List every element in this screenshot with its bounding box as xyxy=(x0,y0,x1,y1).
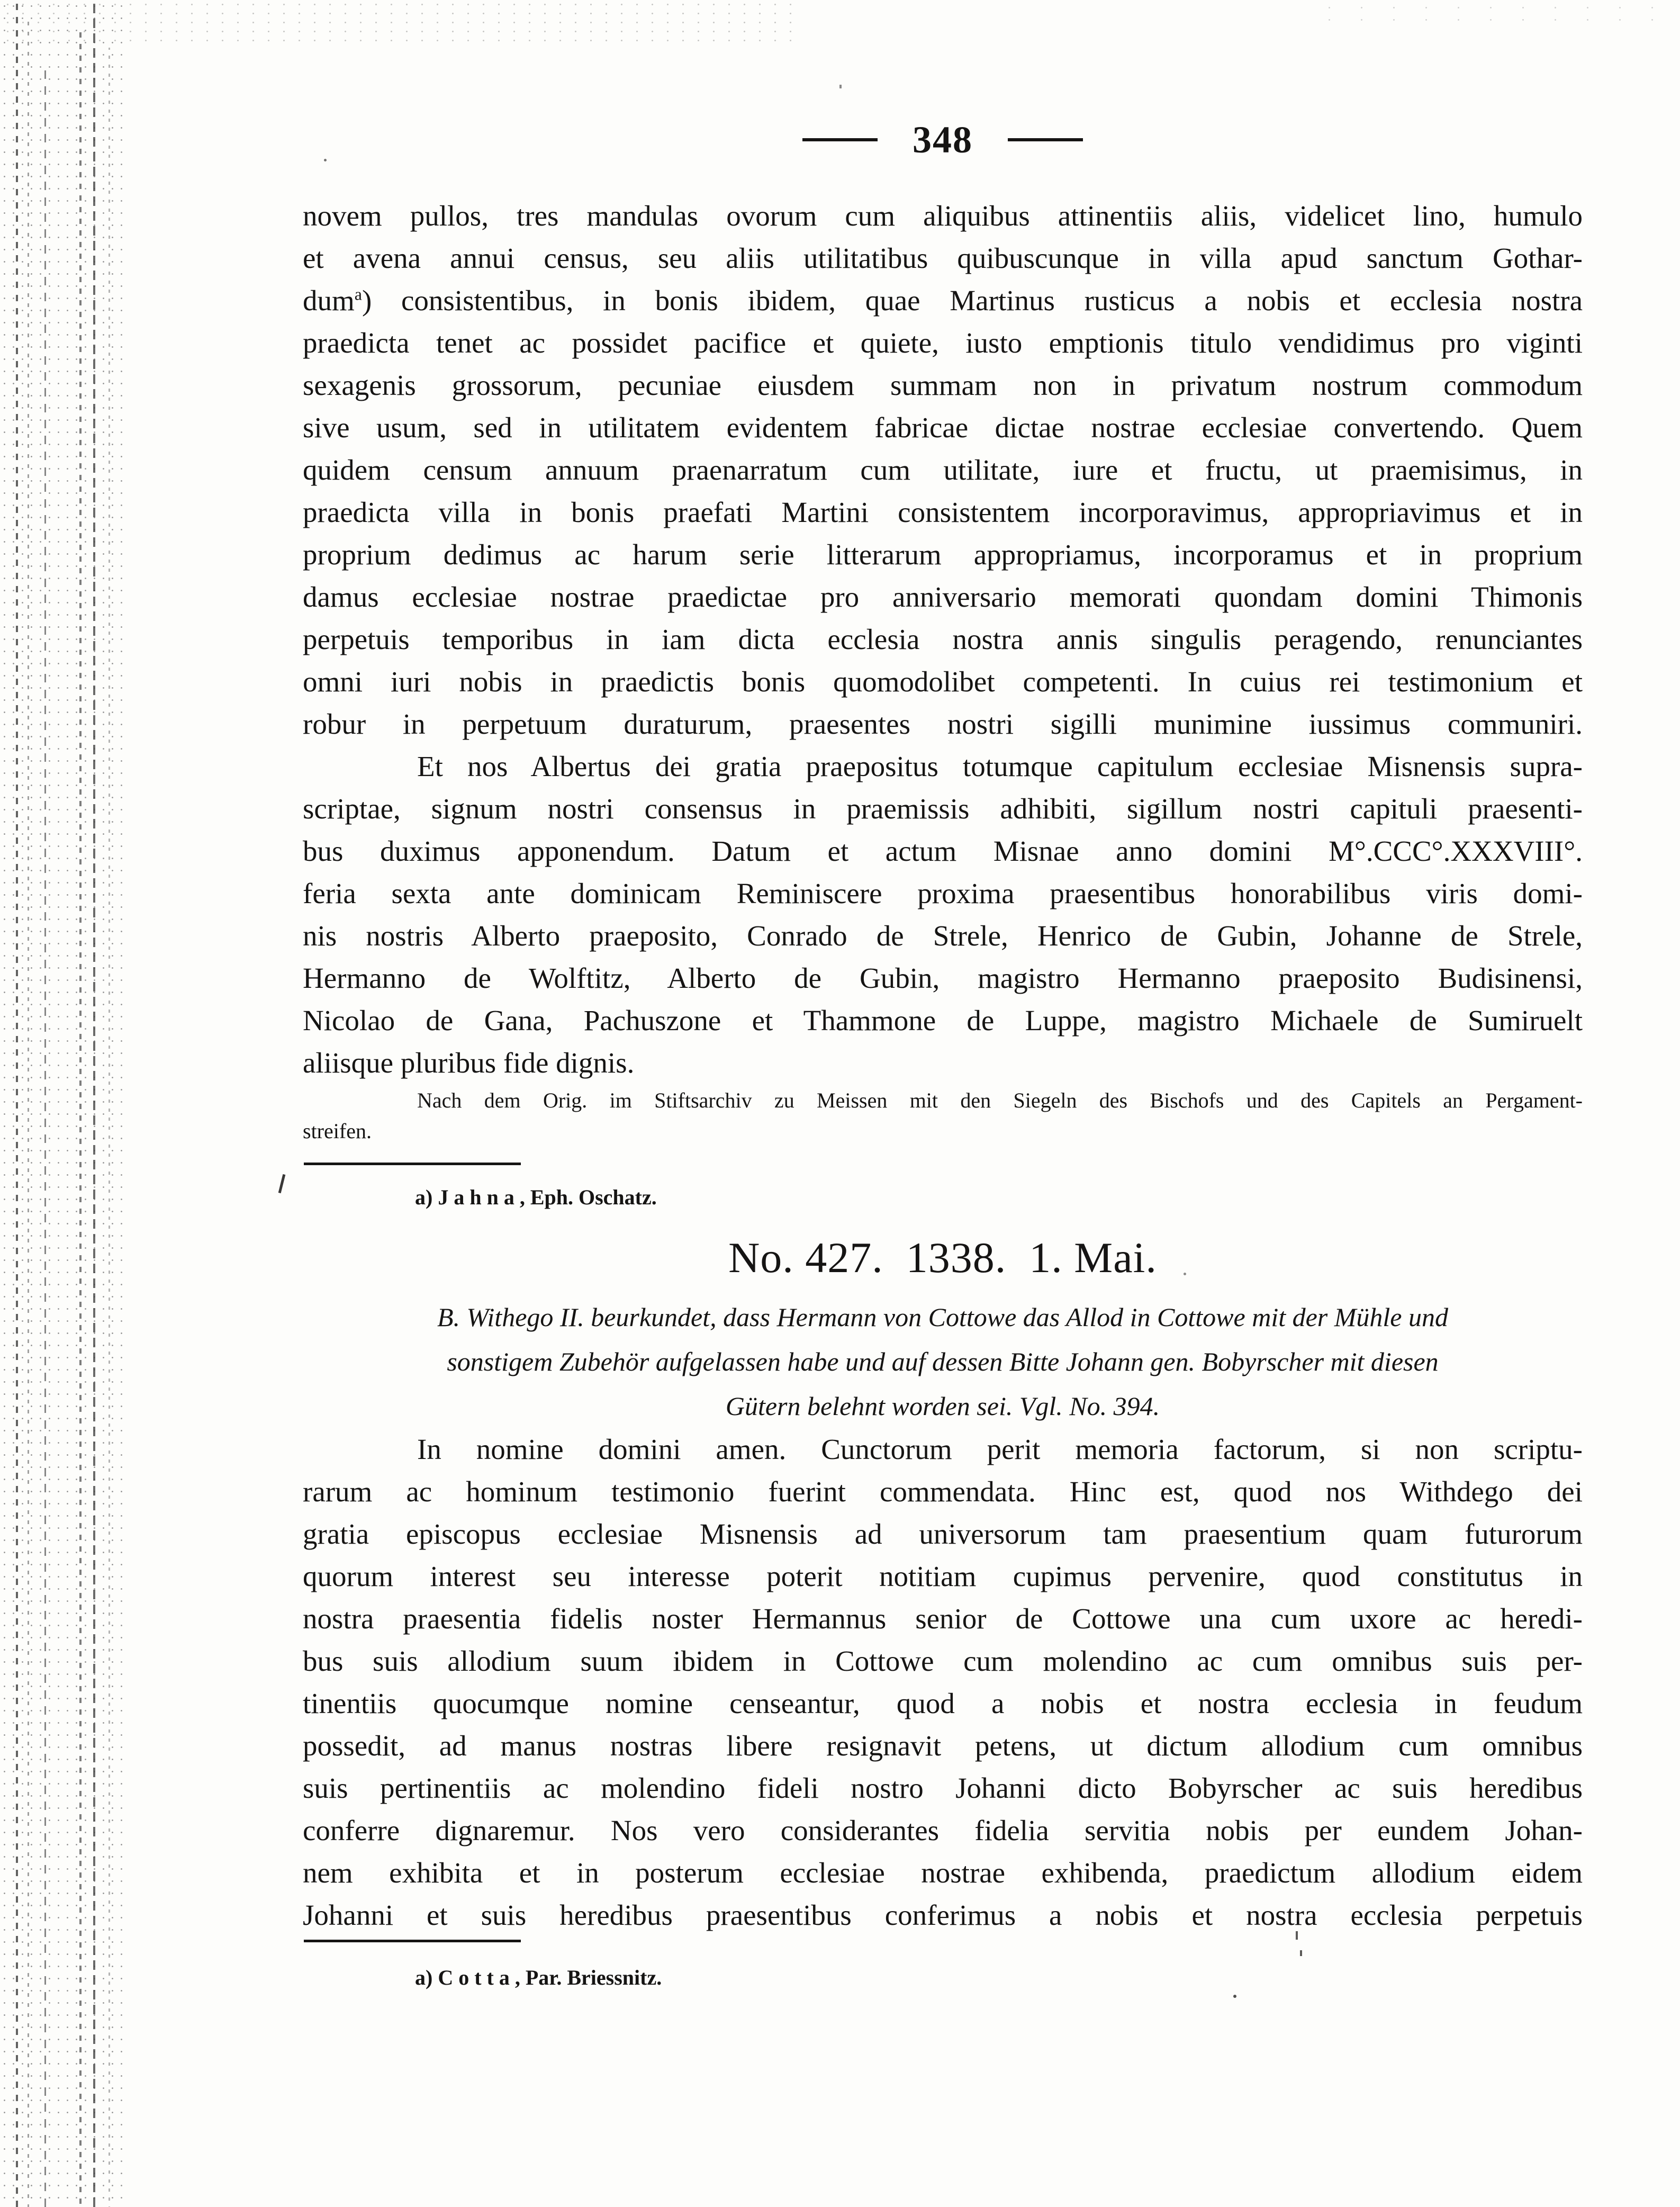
text-line: praedicta tenet ac possidet pacifice et quiete, iusto emptionis titulo vendidimus pro viginti xyxy=(303,327,1583,359)
doc-426-body-text xyxy=(303,195,1583,1084)
doc-427-footnote xyxy=(303,1964,1583,1992)
text-line: bus suis allodium suum ibidem in Cottowe cum molendino ac cum omnibus suis per- xyxy=(303,1645,1583,1677)
text-line: B. Withego II. beurkundet, dass Hermann von Cottowe das Allod in Cottowe mit der Mühle und xyxy=(437,1302,1448,1332)
text-line: conferre dignaremur. Nos vero considerantes fidelia servitia nobis per eundem Johan- xyxy=(303,1814,1583,1846)
text-line: nis nostris Alberto praeposito, Conrado de Strele, Henrico de Gubin, Johanne de Strele, xyxy=(303,920,1583,952)
text-line: In nomine domini amen. Cunctorum perit memoria factorum, si non scriptu- xyxy=(417,1433,1583,1465)
text-line: bus duximus apponendum. Datum et actum Misnae anno domini M°.CCC°.XXXVIII°. xyxy=(303,835,1583,867)
text-line: suis pertinentiis ac molendino fideli nostro Johanni dicto Bobyrscher ac suis heredibus xyxy=(303,1772,1583,1804)
text-line: streifen. xyxy=(303,1119,372,1143)
text-line: et avena annui census, seu aliis utilitatibus quibuscunque in villa apud sanctum Gothar- xyxy=(303,242,1583,274)
text-line: quorum interest seu interesse poterit notitiam cupimus pervenire, quod constitutus in xyxy=(303,1560,1583,1592)
text-line: proprium dedimus ac harum serie litterarum appropriamus, incorporamus et in proprium xyxy=(303,538,1583,571)
footnote-name: Jahna xyxy=(438,1185,520,1209)
text-line: sexagenis grossorum, pecuniae eiusdem summam non in privatum nostrum commodum xyxy=(303,369,1583,401)
text-line: robur in perpetuum duraturum, praesentes nostri sigilli munimine iussimus communiri. xyxy=(303,708,1583,740)
doc-427-heading: No. 427. 1338. 1. Mai. xyxy=(728,1233,1157,1282)
text-line: nostra praesentia fidelis noster Hermannus senior de Cottowe una cum uxore ac heredi- xyxy=(303,1602,1583,1635)
footnote-name: Cotta xyxy=(438,1966,515,1989)
doc-427-regest xyxy=(303,1295,1583,1428)
scan-artifact-mark xyxy=(278,1174,286,1193)
scan-noise-left xyxy=(0,0,127,2207)
text-line: feria sexta ante dominicam Reminiscere proxima praesentibus honorabilibus viris domi- xyxy=(303,877,1583,909)
text-line: possedit, ad manus nostras libere resignavit petens, ut dictum allodium cum omnibus xyxy=(303,1729,1583,1762)
footnote-separator-rule xyxy=(304,1940,521,1942)
text-line: Nach dem Orig. im Stiftsarchiv zu Meissen mit den Siegeln des Bischofs und des Capitels an Pergament- xyxy=(417,1088,1583,1112)
text-line: Nicolao de Gana, Pachuszone et Thammone de Luppe, magistro Michaele de Sumiruelt xyxy=(303,1004,1583,1037)
text-line: quidem censum annuum praenarratum cum utilitate, iure et fructu, ut praemisimus, in xyxy=(303,454,1583,486)
text-line: aliisque pluribus fide dignis. xyxy=(303,1047,635,1079)
text-line: damus ecclesiae nostrae praedictae pro anniversario memorati quondam domini Thimonis xyxy=(303,581,1583,613)
text-line: perpetuis temporibus in iam dicta ecclesia nostra annis singulis peragendo, renunciantes xyxy=(303,623,1583,655)
text-line: omni iuri nobis in praedictis bonis quomodolibet competenti. In cuius rei testimonium et xyxy=(303,665,1583,698)
text-line: Johanni et suis heredibus praesentibus conferimus a nobis et nostra ecclesia perpetuis xyxy=(303,1899,1583,1931)
text-line: scriptae, signum nostri consensus in praemissis adhibiti, sigillum nostri capituli praesenti- xyxy=(303,792,1583,825)
text-column xyxy=(303,0,1583,2207)
doc-426-source-note xyxy=(303,1085,1583,1147)
page-number: 348 xyxy=(913,119,973,161)
text-line: novem pullos, tres mandulas ovorum cum aliquibus attinentiis aliis, videlicet lino, humulo xyxy=(303,200,1583,232)
doc-427-body-text xyxy=(303,1428,1583,1936)
text-line: Gütern belehnt worden sei. Vgl. No. 394. xyxy=(725,1391,1160,1421)
footnote-text: , Par. Briessnitz. xyxy=(514,1966,662,1989)
text-line: sive usum, sed in utilitatem evidentem fabricae dictae nostrae ecclesiae convertendo. Quem xyxy=(303,411,1583,444)
text-line: gratia episcopus ecclesiae Misnensis ad universorum tam praesentium quam futurorum xyxy=(303,1518,1583,1550)
text-line: tinentiis quocumque nomine censeantur, quod a nobis et nostra ecclesia in feudum xyxy=(303,1687,1583,1719)
text-line: Hermanno de Wolftitz, Alberto de Gubin, magistro Hermanno praeposito Budisinensi, xyxy=(303,962,1583,994)
footnote-separator-rule xyxy=(304,1163,521,1165)
text-line: praedicta villa in bonis praefati Martini consistentem incorporavimus, appropriavimus et in xyxy=(303,496,1583,528)
doc-426-footnote xyxy=(303,1184,1583,1211)
footnote-marker: a) xyxy=(415,1185,433,1209)
text-line: sonstigem Zubehör aufgelassen habe und auf dessen Bitte Johann gen. Bobyrscher mit diesen xyxy=(447,1347,1439,1376)
text-line: nem exhibita et in posterum ecclesiae nostrae exhibenda, praedictum allodium eidem xyxy=(303,1857,1583,1889)
text-line: Et nos Albertus dei gratia praepositus totumque capitulum ecclesiae Misnensis supra- xyxy=(417,750,1583,782)
text-line: rarum ac hominum testimonio fuerint commendata. Hinc est, quod nos Withdego dei xyxy=(303,1475,1583,1508)
text-line: dum$^a$) consistentibus, in bonis ibidem, quae Martinus rusticus a nobis et ecclesia nostra xyxy=(303,284,1583,317)
footnote-text: , Eph. Oschatz. xyxy=(519,1185,657,1209)
footnote-marker: a) xyxy=(415,1966,433,1989)
